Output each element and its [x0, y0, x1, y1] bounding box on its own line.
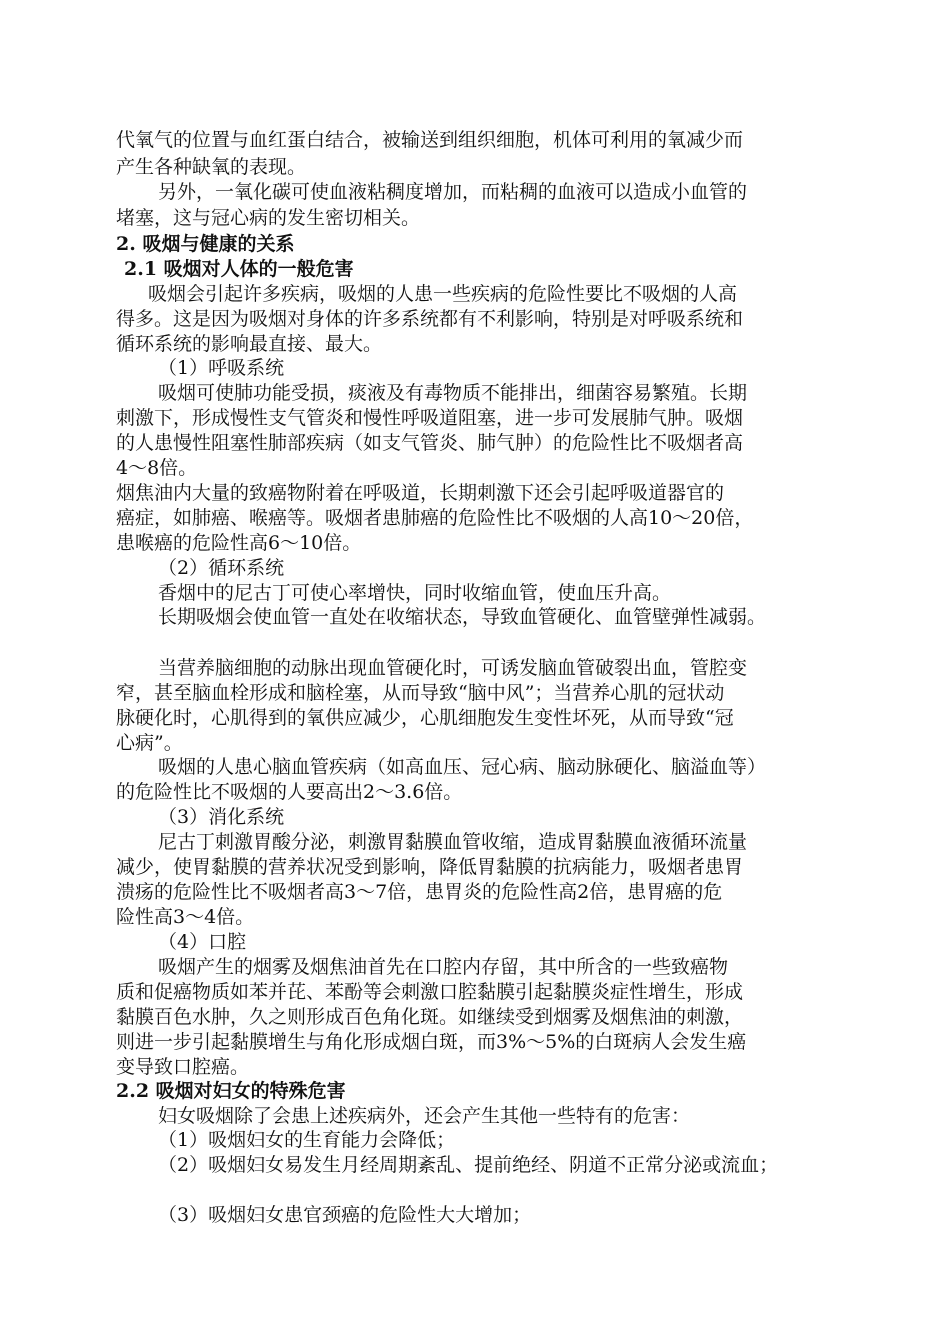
body-text-line: 尼古丁刺激胃酸分泌，刺激胃黏膜血管收缩，造成胃黏膜血液循环流量 [158, 831, 748, 853]
body-text-line: 循环系统的影响最直接、最大。 [116, 333, 383, 355]
body-text-line: 质和促癌物质如苯并芘、苯酚等会刺激口腔黏膜引起黏膜炎症性增生，形成 [116, 981, 744, 1003]
body-text-line: 的危险性比不吸烟的人要高出2～3.6倍。 [116, 781, 463, 803]
body-text-line: 险性高3～4倍。 [116, 906, 255, 928]
body-text-line: 代氧气的位置与血红蛋白结合，被输送到组织细胞，机体可利用的氧减少而 [116, 129, 744, 151]
subsection-heading: 2.1 吸烟对人体的一般危害 [124, 258, 354, 280]
body-text-line: 产生各种缺氧的表现。 [116, 156, 307, 178]
body-text-line: 吸烟的人患心脑血管疾病（如高血压、冠心病、脑动脉硬化、脑溢血等） [158, 756, 767, 778]
body-text-line: 窄，甚至脑血栓形成和脑栓塞，从而导致“脑中风”；当营养心肌的冠状动 [116, 682, 725, 704]
list-item: （1）吸烟妇女的生育能力会降低； [158, 1129, 456, 1151]
body-text-line: 患喉癌的危险性高6～10倍。 [116, 532, 362, 554]
body-text-line: 另外，一氧化碳可使血液粘稠度增加，而粘稠的血液可以造成小血管的 [158, 181, 748, 203]
section-heading: 2. 吸烟与健康的关系 [116, 233, 295, 255]
body-text-line: 4～8倍。 [116, 457, 198, 479]
subsection-heading: 2.2 吸烟对妇女的特殊危害 [116, 1080, 346, 1102]
body-text-line: 脉硬化时，心肌得到的氧供应减少，心肌细胞发生变性坏死，从而导致“冠 [116, 707, 734, 729]
body-text-line: 则进一步引起黏膜增生与角化形成烟白斑，而3%～5%的白斑病人会发生癌 [116, 1031, 747, 1053]
list-item: （2）吸烟妇女易发生月经周期紊乱、提前绝经、阴道不正常分泌或流血； [158, 1154, 779, 1176]
body-text-line: 癌症，如肺癌、喉癌等。吸烟者患肺癌的危险性比不吸烟的人高10～20倍， [116, 507, 754, 529]
body-text-line: 堵塞，这与冠心病的发生密切相关。 [116, 207, 421, 229]
body-text-line: 妇女吸烟除了会患上述疾病外，还会产生其他一些特有的危害： [158, 1105, 691, 1127]
body-text-line: 变导致口腔癌。 [116, 1056, 250, 1078]
body-text-line: 刺激下，形成慢性支气管炎和慢性呼吸道阻塞，进一步可发展肺气肿。吸烟 [116, 407, 744, 429]
body-text-line: 当营养脑细胞的动脉出现血管硬化时，可诱发脑血管破裂出血，管腔变 [158, 657, 748, 679]
list-heading: （4）口腔 [158, 931, 247, 953]
body-text-line: 溃疡的危险性比不吸烟者高3～7倍，患胃炎的危险性高2倍，患胃癌的危 [116, 881, 723, 903]
body-text-line: 的人患慢性阻塞性肺部疾病（如支气管炎、肺气肿）的危险性比不吸烟者高 [116, 432, 744, 454]
body-text-line: 心病”。 [116, 732, 183, 754]
body-text-line: 吸烟可使肺功能受损，痰液及有毒物质不能排出，细菌容易繁殖。长期 [158, 382, 748, 404]
list-heading: （2）循环系统 [158, 557, 285, 579]
body-text-line: 吸烟会引起许多疾病，吸烟的人患一些疾病的危险性要比不吸烟的人高 [148, 283, 738, 305]
list-heading: （1）呼吸系统 [158, 357, 285, 379]
body-text-line: 吸烟产生的烟雾及烟焦油首先在口腔内存留，其中所含的一些致癌物 [158, 956, 729, 978]
body-text-line: 黏膜百色水肿，久之则形成百色角化斑。如继续受到烟雾及烟焦油的刺激， [116, 1006, 744, 1028]
body-text-line: 烟焦油内大量的致癌物附着在呼吸道，长期刺激下还会引起呼吸道器官的 [116, 482, 725, 504]
list-item: （3）吸烟妇女患官颈癌的危险性大大增加； [158, 1204, 532, 1226]
body-text-line: 香烟中的尼古丁可使心率增快，同时收缩血管，使血压升高。 [158, 582, 672, 604]
body-text-line: 得多。这是因为吸烟对身体的许多系统都有不利影响，特别是对呼吸系统和 [116, 308, 744, 330]
body-text-line: 长期吸烟会使血管一直处在收缩状态，导致血管硬化、血管壁弹性减弱。 [158, 606, 767, 628]
list-heading: （3）消化系统 [158, 806, 285, 828]
body-text-line: 减少，使胃黏膜的营养状况受到影响，降低胃黏膜的抗病能力，吸烟者患胃 [116, 856, 744, 878]
